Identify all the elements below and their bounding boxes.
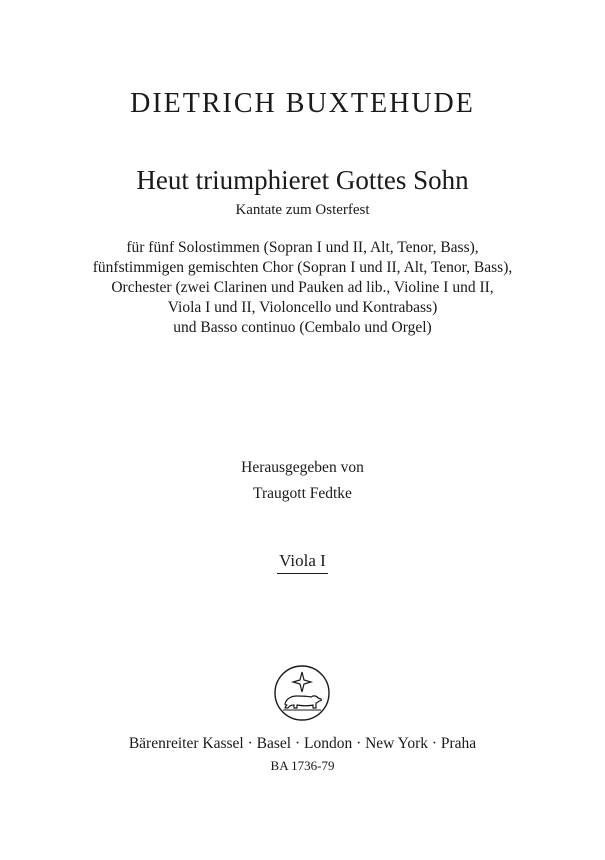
work-title: Heut triumphieret Gottes Sohn (136, 165, 469, 195)
publisher-line: Bärenreiter Kassel · Basel · London · New York · Praha (128, 735, 477, 752)
baerenreiter-logo-icon (272, 663, 332, 723)
editor-label: Herausgegeben von (241, 459, 364, 476)
instrumentation-line: Viola I und II, Violoncello und Kontrabass) (167, 299, 438, 316)
catalog-number: BA 1736-79 (270, 758, 335, 773)
instrumentation-block (0, 238, 605, 338)
composer-name: DIETRICH BUXTEHUDE (130, 88, 475, 119)
part-label: Viola I (277, 550, 328, 574)
work-subtitle: Kantate zum Osterfest (235, 202, 370, 218)
instrumentation-line: Orchester (zwei Clarinen und Pauken ad lib., Violine I und II, (111, 279, 494, 296)
editor-name: Traugott Fedtke (253, 485, 352, 502)
instrumentation-line: und Basso continuo (Cembalo und Orgel) (173, 319, 432, 336)
instrumentation-line: für fünf Solostimmen (Sopran I und II, Alt, Tenor, Bass), (126, 239, 479, 256)
part-name (0, 550, 605, 574)
instrumentation-line: fünfstimmigen gemischten Chor (Sopran I und II, Alt, Tenor, Bass), (92, 259, 513, 276)
